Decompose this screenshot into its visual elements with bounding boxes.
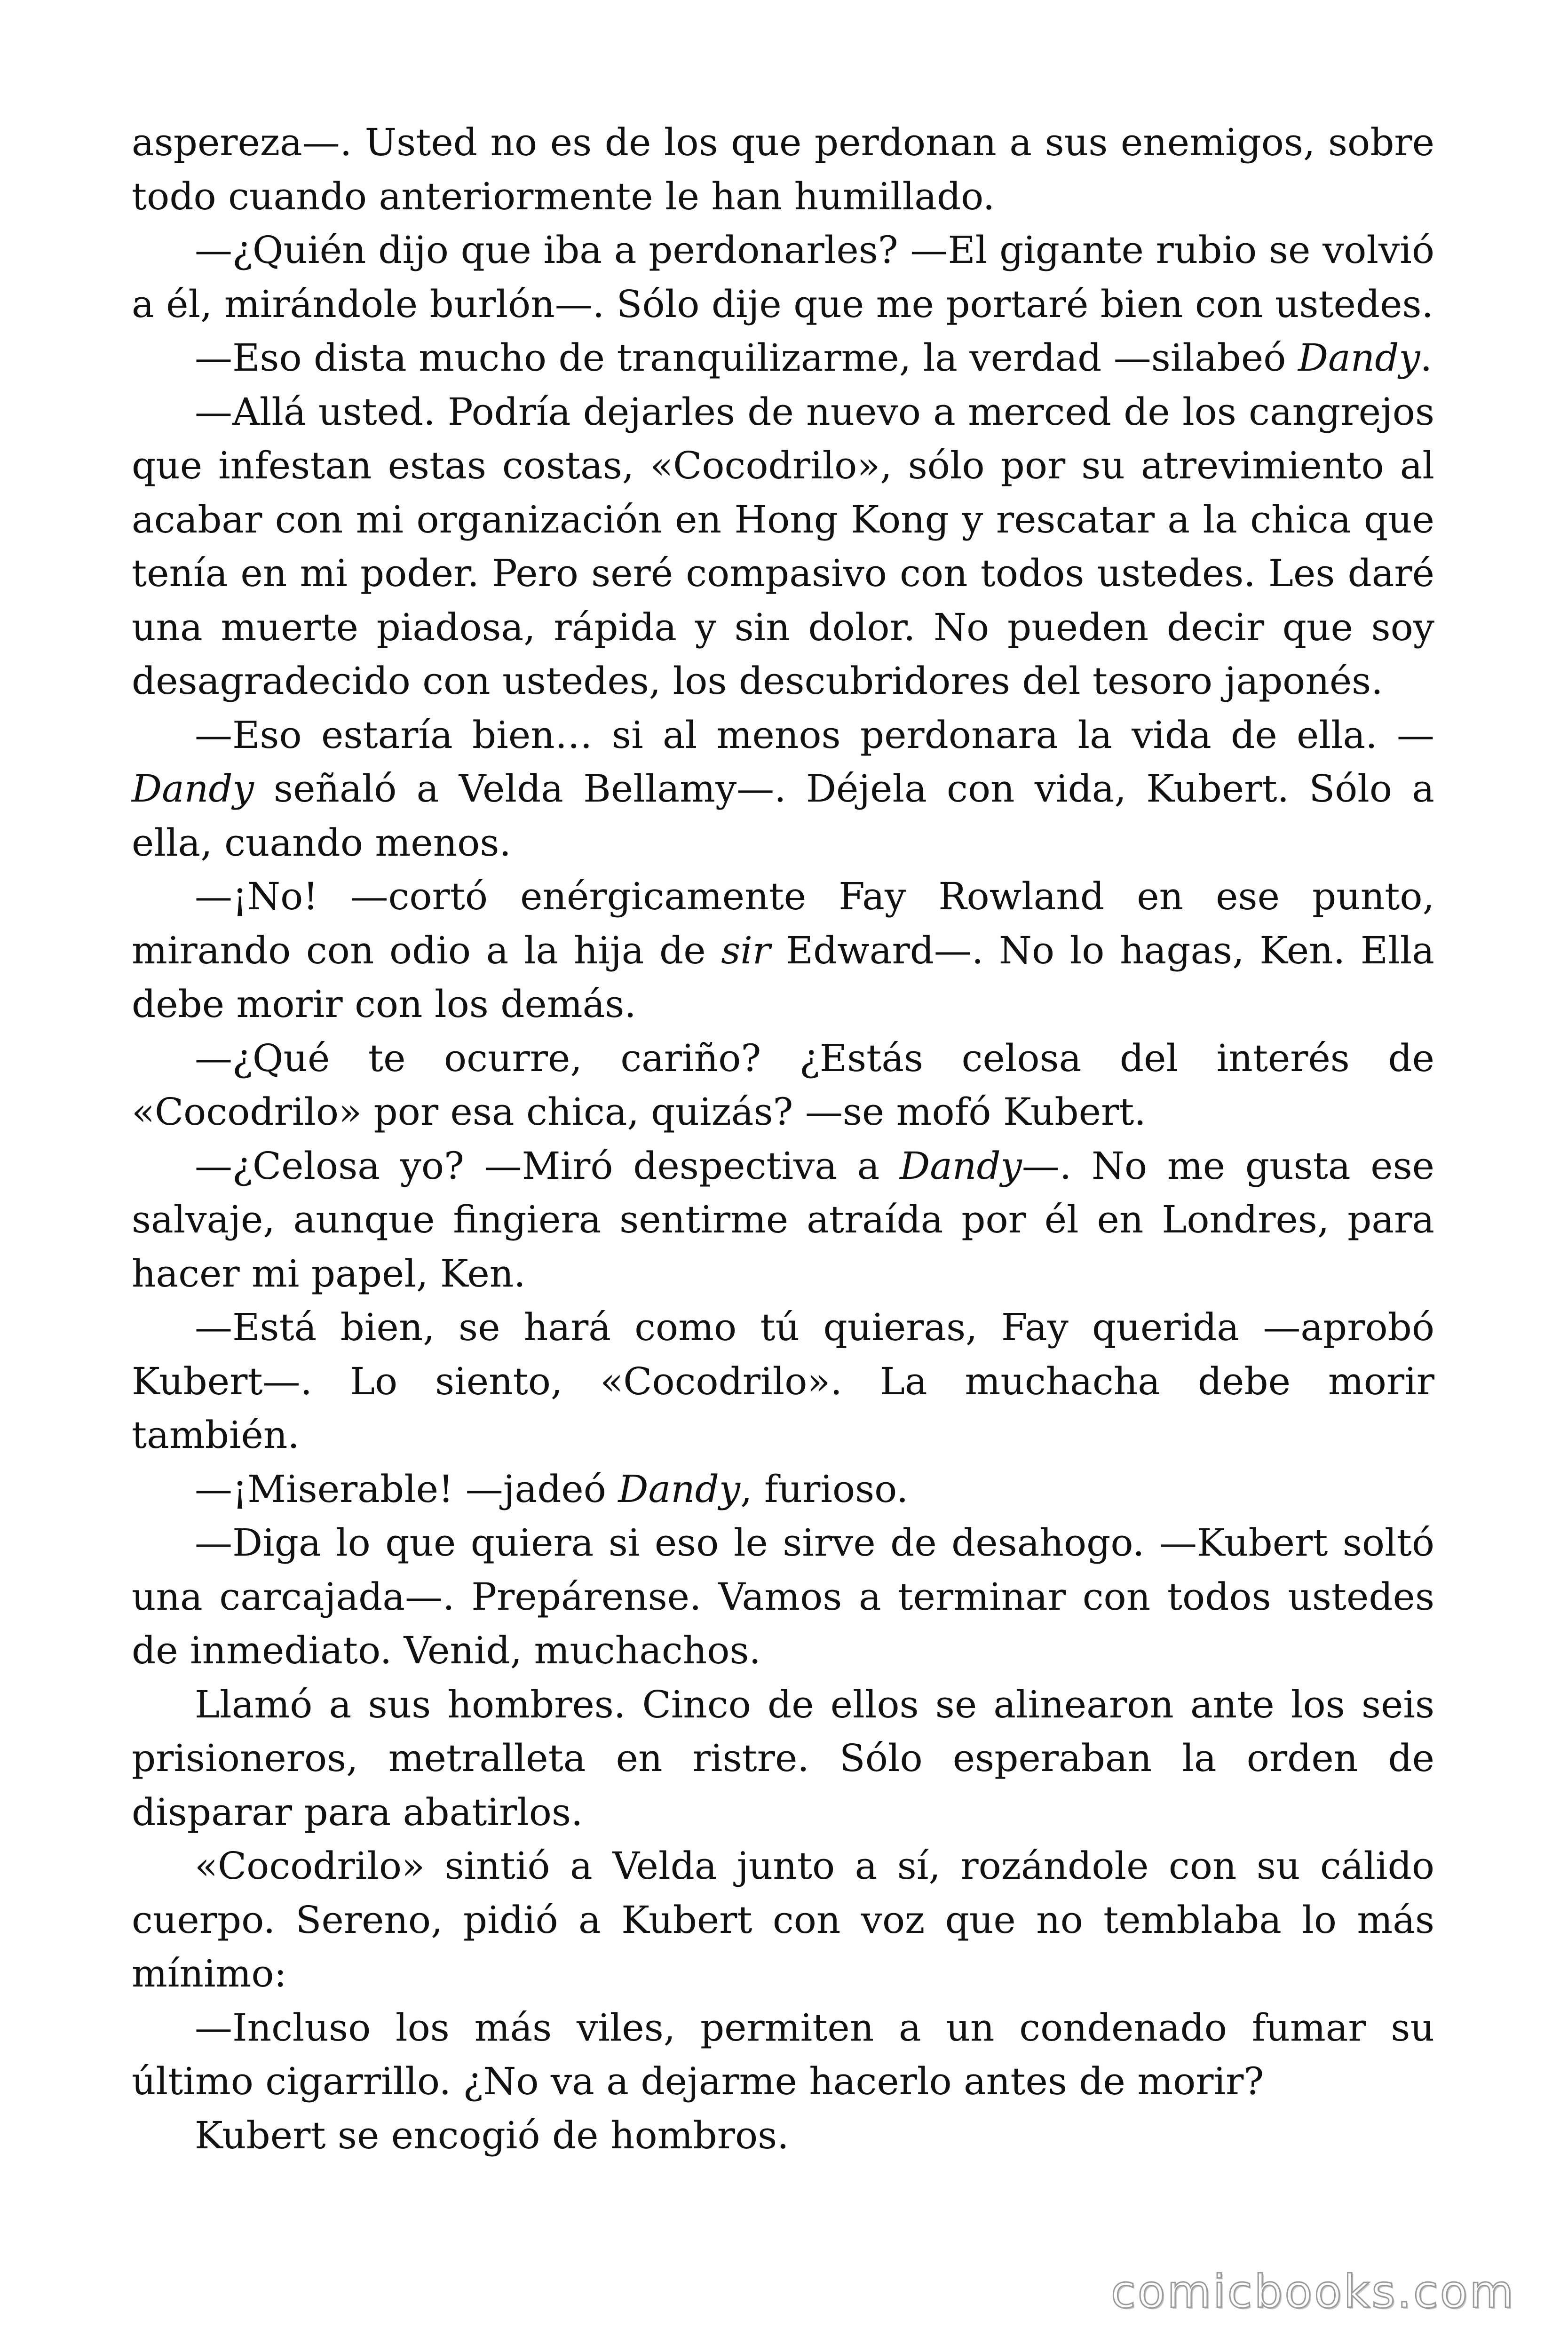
text-run: —¿Celosa yo? —Miró despectiva a — [195, 1144, 900, 1188]
text-run: señaló a Velda Bellamy—. Déjela con vida, Kubert. Sólo a ella, cuando menos. — [132, 767, 1434, 865]
paragraph — [132, 1032, 1434, 1139]
text-run: —Está bien, se hará como tú quieras, Fay querida —aprobó Kubert—. Lo siento, «Cocodrilo». La muchacha debe morir también. — [132, 1305, 1434, 1457]
text-run: —Diga lo que quiera si eso le sirve de desahogo. —Kubert soltó una carcajada—. Prepárense. Vamos a terminar con todos ustedes de inmediato. Venid, muchachos. — [132, 1521, 1434, 1672]
text-run: —. No me gusta ese salvaje, aunque fingiera sentirme atraída por él en Londres, para hacer mi papel, Ken. — [132, 1144, 1434, 1295]
paragraph — [132, 708, 1434, 870]
italic-text-run: Dandy — [132, 767, 254, 810]
italic-text-run: sir — [721, 928, 771, 972]
paragraph — [132, 331, 1434, 385]
paragraph — [132, 1139, 1434, 1301]
text-run: «Cocodrilo» sintió a Velda junto a sí, rozándole con su cálido cuerpo. Sereno, pidió a Kubert con voz que no temblaba lo más mínimo: — [132, 1844, 1434, 1995]
text-run: —¡Miserable! —jadeó — [195, 1467, 618, 1511]
text-run: —¿Qué te ocurre, cariño? ¿Estás celosa del interés de «Cocodrilo» por esa chica, quizás? —se mofó Kubert. — [132, 1036, 1434, 1134]
paragraph — [132, 116, 1434, 223]
paragraph — [132, 223, 1434, 331]
italic-text-run: Dandy — [900, 1144, 1022, 1188]
text-run: Edward—. No lo hagas, Ken. Ella debe morir con los demás. — [132, 928, 1434, 1026]
italic-text-run: Dandy — [1298, 336, 1420, 380]
paragraph — [132, 2109, 1434, 2163]
text-run: —¡No! —cortó enérgicamente Fay Rowland en ese punto, mirando con odio a la hija de — [132, 874, 1434, 972]
italic-text-run: Dandy — [618, 1467, 741, 1511]
paragraph — [132, 1462, 1434, 1517]
text-run: Kubert se encogió de hombros. — [195, 2113, 789, 2157]
text-run: Llamó a sus hombres. Cinco de ellos se alinearon ante los seis prisioneros, metralleta en ristre. Sólo esperaban la orden de disparar para abatirlos. — [132, 1682, 1434, 1834]
paragraph — [132, 870, 1434, 1032]
paragraph — [132, 2001, 1434, 2109]
text-run: —Allá usted. Podría dejarles de nuevo a merced de los cangrejos que infestan estas costas, «Cocodrilo», sólo por su atrevimiento al acabar con mi organización en Hong Kong y rescatar a la chica que tenía en mi poder. Pero seré compasivo con todos ustedes. Les daré una muerte piadosa, rápida y sin dolor. No pueden decir que soy desagradecido con ustedes, los descubridores del tesoro japonés. — [132, 389, 1434, 703]
text-run: —¿Quién dijo que iba a perdonarles? —El gigante rubio se volvió a él, mirándole burlón—. Sólo dije que me portaré bien con ustedes. — [132, 228, 1434, 326]
text-run: . — [1420, 336, 1433, 380]
paragraph — [132, 1678, 1434, 1840]
text-run: —Eso dista mucho de tranquilizarme, la verdad —silabeó — [195, 336, 1298, 380]
paragraph — [132, 1301, 1434, 1462]
body-text — [132, 116, 1434, 2162]
text-run: aspereza—. Usted no es de los que perdonan a sus enemigos, sobre todo cuando anteriormente le han humillado. — [132, 120, 1434, 218]
text-run: —Incluso los más viles, permiten a un condenado fumar su último cigarrillo. ¿No va a dejarme hacerlo antes de morir? — [132, 2005, 1434, 2103]
paragraph — [132, 1839, 1434, 2001]
paragraph — [132, 385, 1434, 708]
text-run: , furioso. — [740, 1467, 909, 1511]
watermark: comicbooks.com — [1110, 2265, 1515, 2318]
text-run: —Eso estaría bien… si al menos perdonara la vida de ella. — — [195, 713, 1434, 757]
paragraph — [132, 1516, 1434, 1678]
